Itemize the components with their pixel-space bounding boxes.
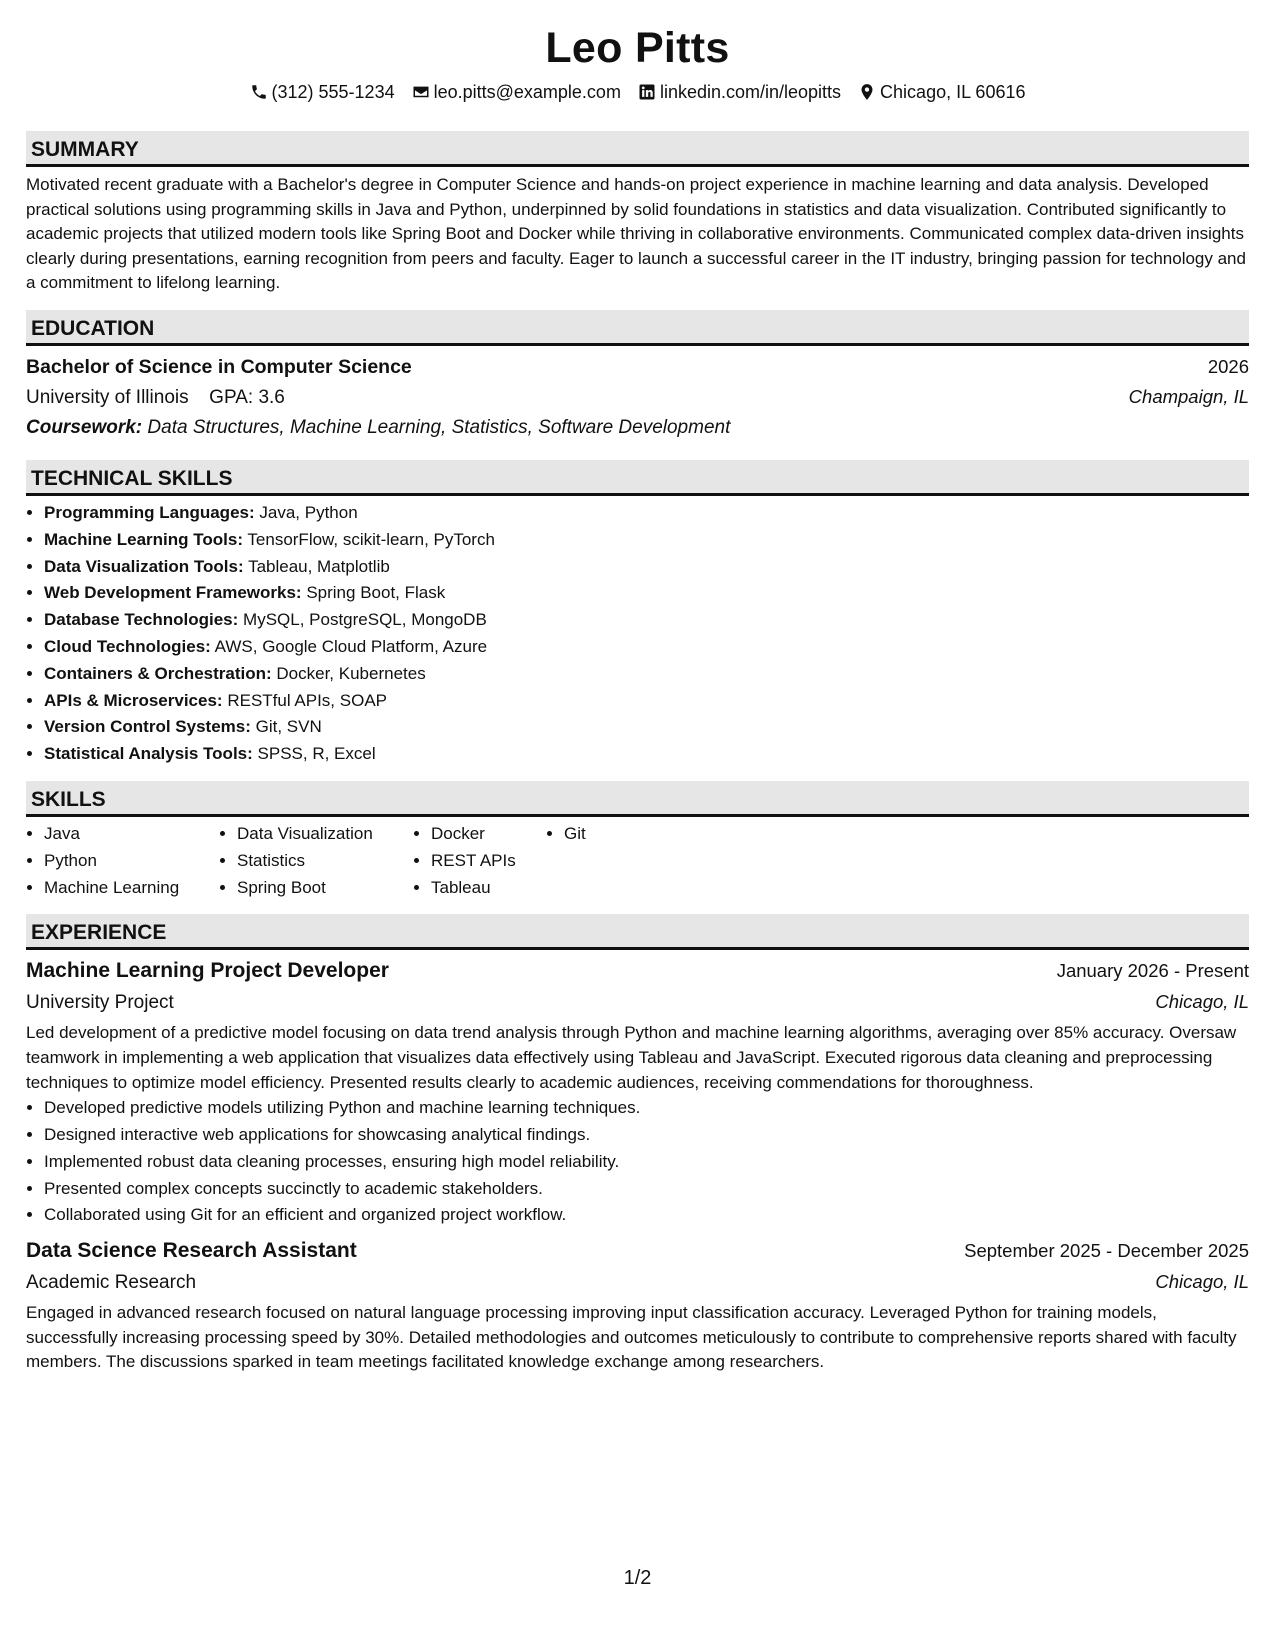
job-location: Chicago, IL: [1155, 991, 1249, 1013]
list-item: • Spring Boot: [237, 875, 413, 902]
contact-email[interactable]: [412, 80, 621, 104]
contact-bar: [26, 80, 1249, 104]
list-item: • Collaborated using Git for an efficient and organized project workflow.: [44, 1202, 1249, 1229]
list-item: • Machine Learning: [44, 875, 219, 902]
job-bullets: [26, 1095, 1249, 1229]
list-item: • Data Visualization Tools: Tableau, Matplotlib: [44, 554, 1249, 581]
list-item: • Statistics: [237, 848, 413, 875]
phone-icon: [250, 83, 268, 101]
list-item: • Python: [44, 848, 219, 875]
job-title-row: [26, 1236, 1249, 1266]
contact-phone: [250, 80, 395, 104]
coursework-label: Coursework:: [26, 416, 143, 438]
list-item: • REST APIs: [431, 848, 546, 875]
job-dates: September 2025 - December 2025: [964, 1240, 1249, 1262]
coursework-line: [26, 413, 1249, 443]
list-item: • Developed predictive models utilizing Python and machine learning techniques.: [44, 1095, 1249, 1122]
technical-skills-list: [26, 500, 1249, 768]
school-name: University of Illinois: [26, 386, 189, 408]
contact-linkedin[interactable]: [638, 80, 841, 104]
list-item: • Tableau: [431, 875, 546, 902]
education-row-school: [26, 382, 1249, 413]
job-org-row: [26, 986, 1249, 1018]
list-item: • Git: [564, 821, 586, 848]
coursework-list: Data Structures, Machine Learning, Statistics, Software Development: [147, 416, 731, 438]
list-item: • Programming Languages: Java, Python: [44, 500, 1249, 527]
list-item: • APIs & Microservices: RESTful APIs, SOAP: [44, 688, 1249, 715]
linkedin-icon: [638, 83, 656, 101]
location-pin-icon: [858, 83, 876, 101]
gpa: GPA: 3.6: [209, 386, 285, 408]
list-item: • Version Control Systems: Git, SVN: [44, 714, 1249, 741]
graduation-year: 2026: [1207, 355, 1249, 377]
linkedin-text[interactable]: linkedin.com/in/leopitts: [659, 82, 842, 102]
experience-entry: [26, 1236, 1249, 1375]
section-heading-skills: SKILLS: [26, 781, 1249, 817]
job-location: Chicago, IL: [1155, 1271, 1249, 1293]
list-item: • Machine Learning Tools: TensorFlow, scikit-learn, PyTorch: [44, 527, 1249, 554]
experience-entry: [26, 956, 1249, 1229]
list-item: • Web Development Frameworks: Spring Boot, Flask: [44, 580, 1249, 607]
contact-location: [858, 80, 1025, 104]
school-line: [26, 383, 285, 413]
job-title-row: [26, 956, 1249, 986]
list-item: • Data Visualization: [237, 821, 413, 848]
section-heading-experience: EXPERIENCE: [26, 914, 1249, 950]
summary-text: Motivated recent graduate with a Bachelor's degree in Computer Science and hands-on project experience in machine learning and data analysis. Developed practical solutions using programming skills in Java and Python, underpinned by solid foundations in statistics and data visualization. Contributed significantly to academic projects that utilized modern tools like Spring Boot and Docker while thriving in collaborative environments. Communicated complex data-driven insights clearly during presentations, earning recognition from peers and faculty. Eager to launch a successful career in the IT industry, bringing passion for technology and a commitment to lifelong learning.: [26, 175, 1246, 293]
page-number: 1/2: [623, 1567, 652, 1589]
list-item: • Java: [44, 821, 219, 848]
job-title: Machine Learning Project Developer: [26, 959, 389, 983]
job-dates: January 2026 - Present: [1056, 960, 1249, 982]
degree-title: Bachelor of Science in Computer Science: [26, 355, 412, 378]
list-item: • Implemented robust data cleaning processes, ensuring high model reliability.: [44, 1149, 1249, 1176]
skills-column: [413, 821, 546, 901]
email-icon: [412, 83, 430, 101]
school-location: Champaign, IL: [1128, 385, 1249, 407]
skills-column: [26, 821, 219, 901]
skills-grid: [26, 821, 1249, 901]
skills-column: [546, 821, 586, 901]
list-item: • Containers & Orchestration: Docker, Kubernetes: [44, 661, 1249, 688]
email-text[interactable]: leo.pitts@example.com: [433, 82, 621, 102]
section-heading-technical-skills: TECHNICAL SKILLS: [26, 460, 1249, 496]
list-item: • Statistical Analysis Tools: SPSS, R, Excel: [44, 741, 1249, 768]
skills-column: [219, 821, 413, 901]
job-title: Data Science Research Assistant: [26, 1239, 357, 1263]
job-description: Led development of a predictive model focusing on data trend analysis through Python and machine learning algorithms, averaging over 85% accuracy. Oversaw teamwork in implementing a web application that visualizes data effectively using Tableau and JavaScript. Executed rigorous data cleaning and preprocessing techniques to optimize model efficiency. Presented results clearly to academic audiences, receiving commendations for thoroughness.: [26, 1023, 1237, 1092]
job-organization: University Project: [26, 992, 174, 1014]
list-item: • Presented complex concepts succinctly to academic stakeholders.: [44, 1176, 1249, 1203]
job-org-row: [26, 1266, 1249, 1298]
list-item: • Docker: [431, 821, 546, 848]
location-text: Chicago, IL 60616: [880, 82, 1026, 102]
list-item: • Cloud Technologies: AWS, Google Cloud Platform, Azure: [44, 634, 1249, 661]
section-heading-education: EDUCATION: [26, 310, 1249, 346]
job-organization: Academic Research: [26, 1272, 197, 1294]
job-description: Engaged in advanced research focused on natural language processing improving input classification accuracy. Leveraged Python for training models, successfully increasing processing speed by 30%. Detailed methodologies and outcomes meticulously to contribute to comprehensive reports shared with faculty members. The discussions sparked in team meetings facilitated knowledge exchange among researchers.: [26, 1303, 1237, 1372]
education-row-degree: [26, 352, 1249, 382]
list-item: • Designed interactive web applications for showcasing analytical findings.: [44, 1122, 1249, 1149]
section-heading-summary: SUMMARY: [26, 131, 1249, 167]
list-item: • Database Technologies: MySQL, PostgreSQL, MongoDB: [44, 607, 1249, 634]
candidate-name: Leo Pitts: [545, 24, 730, 72]
phone-text: (312) 555-1234: [271, 82, 395, 102]
